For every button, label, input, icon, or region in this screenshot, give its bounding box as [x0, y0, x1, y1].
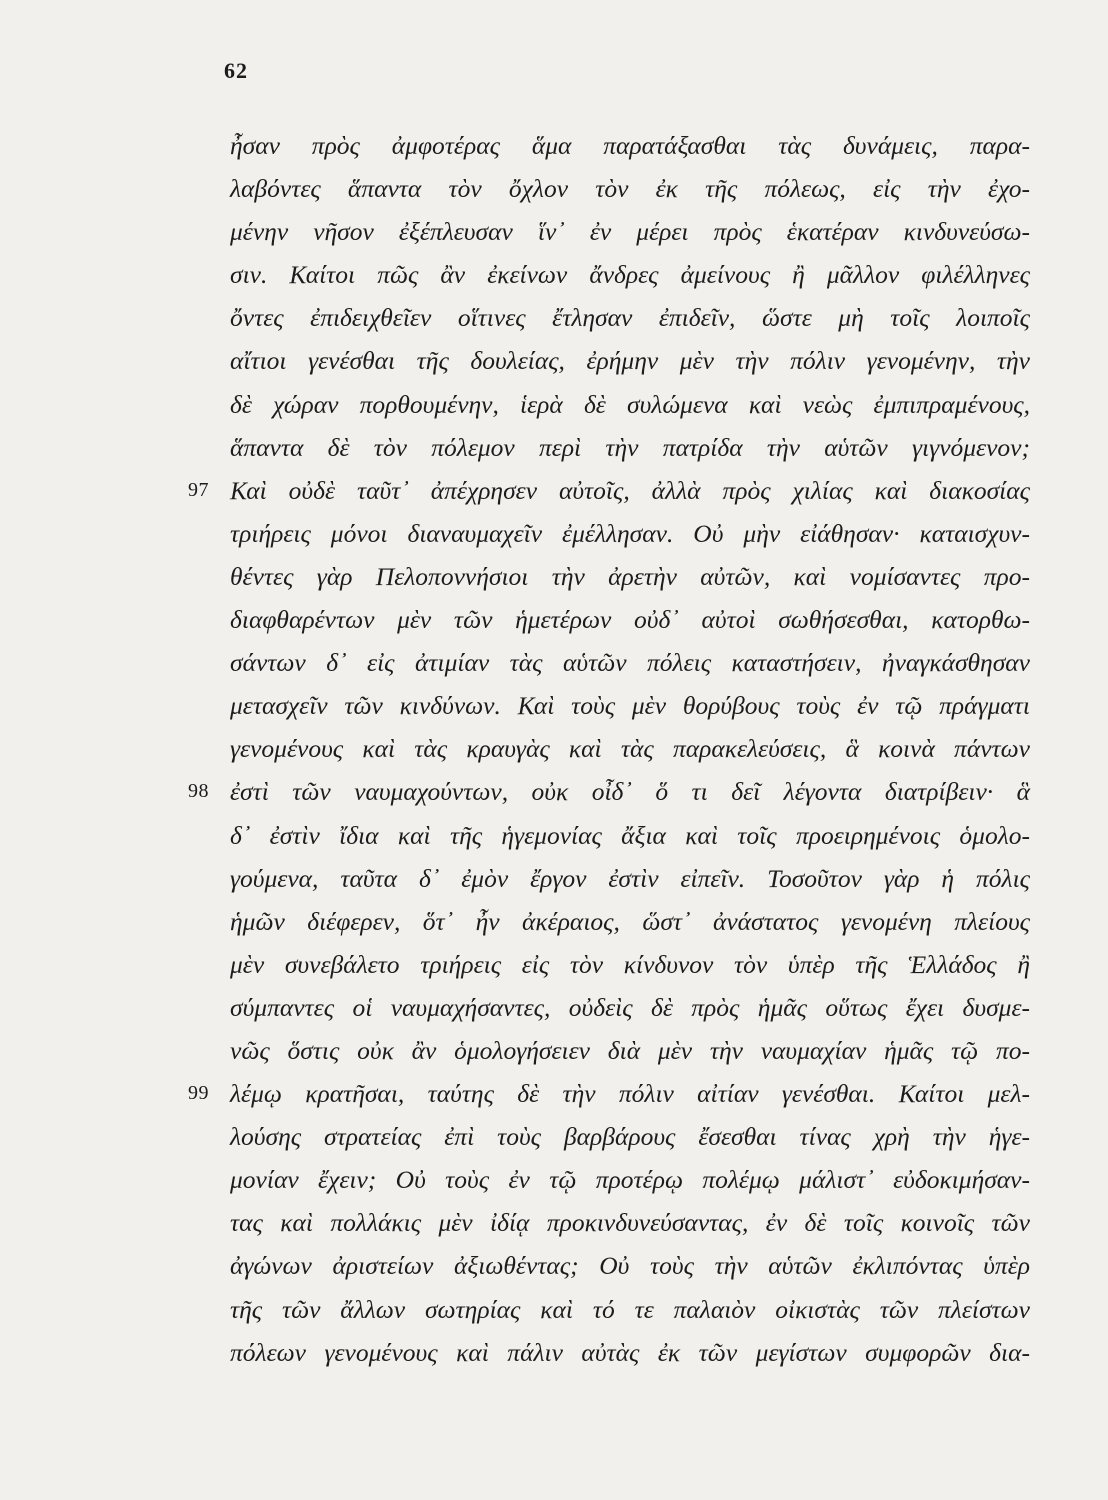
text-line [188, 469, 1030, 512]
text-line-content: σιν. Καίτοι πῶς ἂν ἐκείνων ἄνδρες ἀμείνους ἢ μᾶλλον φιλέλληνες [230, 260, 1030, 290]
text-line-content: τῆς τῶν ἄλλων σωτηρίας καὶ τό τε παλαιὸν οἰκιστὰς τῶν πλείστων [230, 1294, 1030, 1324]
text-line [230, 1244, 1030, 1287]
text-line [230, 426, 1030, 469]
text-line [188, 1072, 1030, 1115]
text-line-content: δ᾽ ἐστὶν ἴδια καὶ τῆς ἡγεμονίας ἄξια καὶ τοῖς προειρημένοις ὁμολο- [230, 820, 1030, 850]
text-line [230, 1201, 1030, 1244]
text-line [230, 598, 1030, 641]
text-line-content: ὄντες ἐπιδειχθεῖεν οἵτινες ἔτλησαν ἐπιδεῖν, ὥστε μὴ τοῖς λοιποῖς [230, 303, 1030, 333]
text-line-content: μονίαν ἔχειν; Οὐ τοὺς ἐν τῷ προτέρῳ πολέμῳ μάλιστ᾽ εὐδοκιμήσαν- [230, 1165, 1030, 1195]
text-line-content: θέντες γὰρ Πελοποννήσιοι τὴν ἀρετὴν αὐτῶν, καὶ νομίσαντες προ- [230, 561, 1030, 591]
text-line [230, 1288, 1030, 1331]
text-line [230, 555, 1030, 598]
text-line-content: μένην νῆσον ἐξέπλευσαν ἵν᾽ ἐν μέρει πρὸς ἑκατέραν κινδυνεύσω- [230, 217, 1030, 247]
text-line [230, 124, 1030, 167]
text-line-content: δὲ χώραν πορθουμένην, ἱερὰ δὲ συλώμενα καὶ νεὼς ἐμπιπραμένους, [230, 389, 1030, 419]
text-line [230, 296, 1030, 339]
text-line-content: λαβόντες ἅπαντα τὸν ὄχλον τὸν ἐκ τῆς πόλεως, εἰς τὴν ἐχο- [230, 174, 1030, 204]
text-line-content: ἡμῶν διέφερεν, ὅτ᾽ ἦν ἀκέραιος, ὥστ᾽ ἀνάστατος γενομένη πλείους [230, 906, 1030, 936]
text-line [230, 1029, 1030, 1072]
text-line-content: σάντων δ᾽ εἰς ἀτιμίαν τὰς αὑτῶν πόλεις καταστήσειν, ἠναγκάσθησαν [230, 648, 1030, 678]
text-line [230, 943, 1030, 986]
text-line-content: ἐστὶ τῶν ναυμαχούντων, οὐκ οἶδ᾽ ὅ τι δεῖ λέγοντα διατρίβειν· ἃ [230, 777, 1030, 807]
text-line-content: γούμενα, ταῦτα δ᾽ ἐμὸν ἔργον ἐστὶν εἰπεῖν. Τοσοῦτον γὰρ ἡ πόλις [230, 863, 1030, 893]
section-number: 99 [188, 1082, 209, 1105]
section-number: 98 [188, 780, 209, 803]
text-line-content: νῶς ὅστις οὐκ ἂν ὁμολογήσειεν διὰ μὲν τὴν ναυμαχίαν ἡμᾶς τῷ πο- [230, 1035, 1030, 1065]
text-line [230, 814, 1030, 857]
section-number: 97 [188, 478, 209, 501]
text-line-content: πόλεων γενομένους καὶ πάλιν αὐτὰς ἐκ τῶν μεγίστων συμφορῶν δια- [230, 1337, 1030, 1367]
text-line-content: ἀγώνων ἀριστείων ἀξιωθέντας; Οὐ τοὺς τὴν αὑτῶν ἐκλιπόντας ὑπὲρ [230, 1251, 1030, 1281]
text-line-content: λούσης στρατείας ἐπὶ τοὺς βαρβάρους ἔσεσθαι τίνας χρὴ τὴν ἡγε- [230, 1122, 1030, 1152]
text-line [230, 857, 1030, 900]
text-line [230, 684, 1030, 727]
text-line-content: τας καὶ πολλάκις μὲν ἰδίᾳ προκινδυνεύσαντας, ἐν δὲ τοῖς κοινοῖς τῶν [230, 1208, 1030, 1238]
text-line-content: τριήρεις μόνοι διαναυμαχεῖν ἐμέλλησαν. Οὐ μὴν εἰάθησαν· καταισχυν- [230, 518, 1030, 548]
text-line [230, 1158, 1030, 1201]
text-line [230, 512, 1030, 555]
text-line-content: γενομένους καὶ τὰς κραυγὰς καὶ τὰς παρακελεύσεις, ἃ κοινὰ πάντων [230, 734, 1030, 764]
page-number: 62 [224, 58, 248, 83]
text-line [230, 253, 1030, 296]
text-line-content: αἴτιοι γενέσθαι τῆς δουλείας, ἐρήμην μὲν τὴν πόλιν γενομένην, τὴν [230, 346, 1030, 376]
text-line [230, 986, 1030, 1029]
text-line-content: ἅπαντα δὲ τὸν πόλεμον περὶ τὴν πατρίδα τὴν αὑτῶν γιγνόμενον; [230, 432, 1030, 462]
text-line [230, 167, 1030, 210]
text-line [230, 339, 1030, 382]
text-line [230, 900, 1030, 943]
text-line-content: ἦσαν πρὸς ἀμφοτέρας ἅμα παρατάξασθαι τὰς δυνάμεις, παρα- [230, 131, 1030, 160]
text-line [230, 727, 1030, 770]
greek-text-block [188, 124, 1030, 1374]
text-line-content: διαφθαρέντων μὲν τῶν ἡμετέρων οὐδ᾽ αὐτοὶ σωθήσεσθαι, κατορθω- [230, 605, 1030, 635]
text-line [188, 770, 1030, 813]
text-line-content: σύμπαντες οἱ ναυμαχήσαντες, οὐδεὶς δὲ πρὸς ἡμᾶς οὕτως ἔχει δυσμε- [230, 992, 1030, 1022]
text-line [230, 1115, 1030, 1158]
text-line-content: λέμῳ κρατῆσαι, ταύτης δὲ τὴν πόλιν αἰτίαν γενέσθαι. Καίτοι μελ- [230, 1079, 1030, 1109]
text-line [230, 210, 1030, 253]
text-line [230, 383, 1030, 426]
text-line [230, 1331, 1030, 1374]
text-line [230, 641, 1030, 684]
text-line-content: Καὶ οὐδὲ ταῦτ᾽ ἀπέχρησεν αὐτοῖς, ἀλλὰ πρὸς χιλίας καὶ διακοσίας [230, 475, 1030, 505]
text-line-content: μετασχεῖν τῶν κινδύνων. Καὶ τοὺς μὲν θορύβους τοὺς ἐν τῷ πράγματι [230, 691, 1030, 721]
text-line-content: μὲν συνεβάλετο τριήρεις εἰς τὸν κίνδυνον τὸν ὑπὲρ τῆς Ἑλλάδος ἢ [230, 949, 1030, 979]
